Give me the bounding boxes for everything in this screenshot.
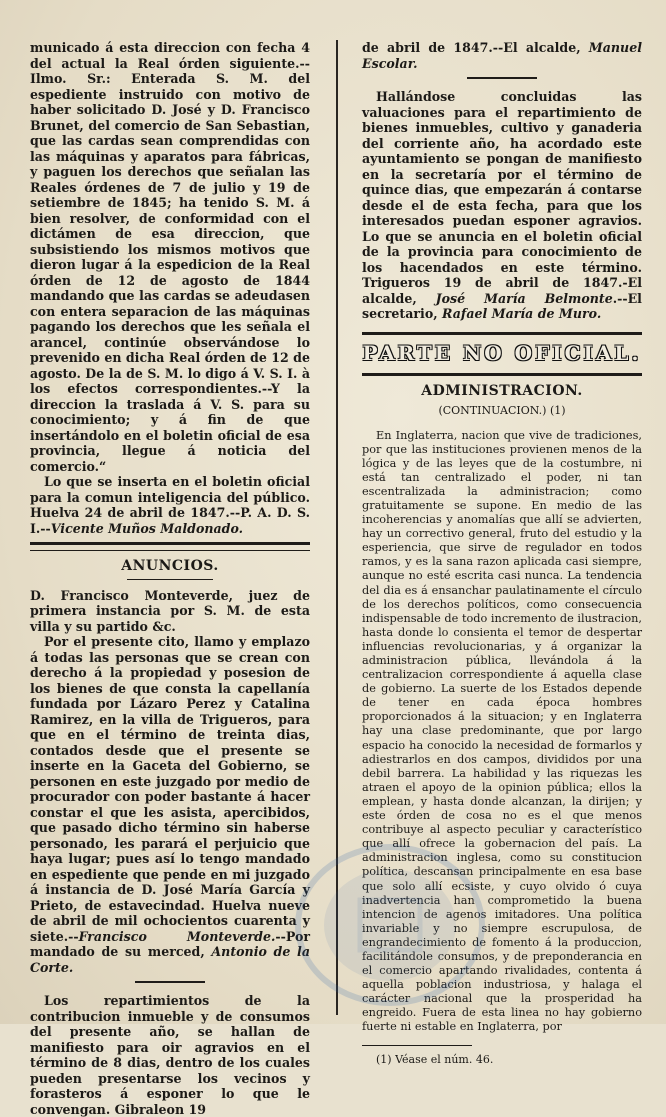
administracion-heading: ADMINISTRACION.	[421, 382, 583, 399]
footnote-rule	[362, 1045, 472, 1046]
library-stamp-watermark	[290, 840, 490, 1010]
signature-monteverde: Francisco Monteverde.	[78, 928, 276, 944]
signature-escolar: Manuel Escolar.	[362, 40, 642, 71]
signature-maldonado: Vicente Muños Maldonado.	[50, 520, 244, 536]
section-divider	[30, 542, 310, 551]
footnote: (1) Véase el núm. 46.	[376, 1052, 494, 1066]
summons-paragraph: Por el presente cito, llamo y emplazo á todas las personas que se crean con derecho á la propiedad y posesion de los bienes de que consta la capellanía fundada por Lázaro Perez y Catalina Ramirez, en la villa de Trigueros, para que en el término de treinta dias, contados desde que el presente se inserte en la Gaceta del Gobierno, se personen en este juzgado por medio de procurador con poder bastante á hacer constar el que les asista, apercibidos, que pasado dicho término sin haberse personado, les parará el perjuicio que haya lugar; pues así lo tengo mandado en espediente que pende en mi juzgado á instancia de D. José María García y Prieto, de estavecindad. Huelva nueve de abril de mil ochocientos cuarenta y siete.--Francisco Monteverde.--Por mandado de su merced, Antonio de la Corte.	[30, 634, 310, 975]
insertion-notice: Lo que se inserta en el boletin oficial para la comun inteligencia del público. Huelva 24 de abril de 1847.--P. A. D. S. I.--Vicente Muños Maldonado.	[30, 474, 310, 536]
short-divider	[467, 77, 537, 79]
continuacion-label: (CONTINUACION.) (1)	[438, 404, 566, 417]
signature-muro: Rafael María de Muro.	[441, 306, 602, 321]
parte-no-oficial-banner: PARTE NO OFICIAL.	[362, 332, 642, 376]
gibraleon-closing: de abril de 1847.--El alcalde, Manuel Escolar.	[362, 40, 642, 71]
signature-corte: Antonio de la Corte.	[30, 944, 310, 975]
heading-underline	[127, 579, 213, 580]
administracion-body: En Inglaterra, nacion que vive de tradiciones, por que las instituciones provienen menos de la lógica y de las leyes que de la costumbre, ni está tan centralizado el poder, ni tan escentralizada la administracion; como gratuitamente se supone. En medio de las incoherencias y anomalías que allí se advierten, hay un correctivo general, fruto del estudio y la esperiencia, que sirve de regulador en todos ramos, y es la sana razon aplicada casi siempre, aunque no esté escrita casi nunca. La tendencia del dia es á ensanchar paulatinamente el círculo de los derechos políticos, como consecuencia indispensable de todo incremento de ilustracion, hasta donde lo consienta el temor de despertar influencias revolucionarias, y á organizar la administracion pública, llevándola á la centralizacion correspondiente á aquella clase de gobierno. La suerte de los Estados depende de tener en cada época hombres proporcionados á la situacion; y en Inglaterra hay una clase predominante, que por largo espacio ha conocido la necesidad de formarlos y adiestrarlos en dos campos, divididos por una debil barrera. La habilidad y las riquezas les atraen el apoyo de la opinion pública; ellos la emplean, y hasta donde alcanzan, la dirijen; y este órden de cosa no es el que menos contribuye al aspecto peculiar y característico que allí ofrece la gobernacion del país. La administracion inglesa, como su constitucion política, descansan principalmente en esa base que solo allí ecsiste, y cuyo olvido ó cuya inadvertencia han comprometido la buena intencion de agenos imitadores. Una política invariable y no siempre escrupulosa, de engrandecimiento de fomento á la produccion, facilitándole consumos, y de preponderancia en el comercio apartando rivalidades, contenta á aquella poblacion industriosa, y halaga el carácter nacional que la prosperidad ha engreido. Fuera de esta linea no hay gobierno fuerte ni estable en Inglaterra, por	[362, 428, 642, 1034]
signature-belmonte: José María Belmonte	[435, 290, 613, 306]
judge-intro: D. Francisco Monteverde, juez de primera instancia por S. M. de esta villa y su partido &c.	[30, 587, 310, 634]
anuncios-heading: ANUNCIOS.	[121, 558, 219, 574]
short-divider	[135, 981, 205, 983]
royal-order-paragraph: municado á esta direccion con fecha 4 del actual la Real órden siguiente.--Ilmo. Sr.: Enterada S. M. del espediente instruido con motivo de haber solicitado D. José y D. Francisco Brunet, del comercio de San Sebastian, que las cardas sean comprendidas con las máquinas y aparatos para fábricas, y paguen los derechos que señalan las Reales órdenes de 7 de julio y 19 de setiembre de 1845; ha tenido S. M. á bien resolver, de conformidad con el dictámen de esa direccion, que subsistiendo los mismos motivos que dieron lugar á la espedicion de la Real órden de 12 de agosto de 1844 mandando que las cardas se adeudasen con entera separacion de las máquinas pagando los derechos que les señala el arancel, continúe observándose lo prevenido en dicha Real órden de 12 de agosto. De la de S. M. lo digo á V. S. I. à los efectos correspondientes.--Y la direccion la traslada á V. S. para su conocimiento; y á fin de que insertándolo en el boletin oficial de esa provincia, llegue á noticia del comercio.“	[30, 40, 310, 474]
trigueros-notice: Hallándose concluidas las valuaciones para el repartimiento de bienes inmuebles, cultivo y ganaderia del corriente año, ha acordado este ayuntamiento se pongan de manifiesto en la secretaría por el término de quince dias, que empezarán á contarse desde el de esta fecha, para que los interesados puedan esponer agravios. Lo que se anuncia en el boletin oficial de la provincia para conocimiento de los hacendados en este término. Trigueros 19 de abril de 1847.-El alcalde, José María Belmonte.--El secretario, Rafael María de Muro.	[362, 89, 642, 321]
repartimientos-paragraph: Los repartimientos de la contribucion inmueble y de consumos del presente año, se hallan de manifiesto para oir agravios en el término de 8 dias, dentro de los cuales pueden presentarse los vecinos y forasteros á esponer lo que le convengan. Gibraleon 19	[30, 993, 310, 1117]
left-column	[30, 40, 310, 1117]
